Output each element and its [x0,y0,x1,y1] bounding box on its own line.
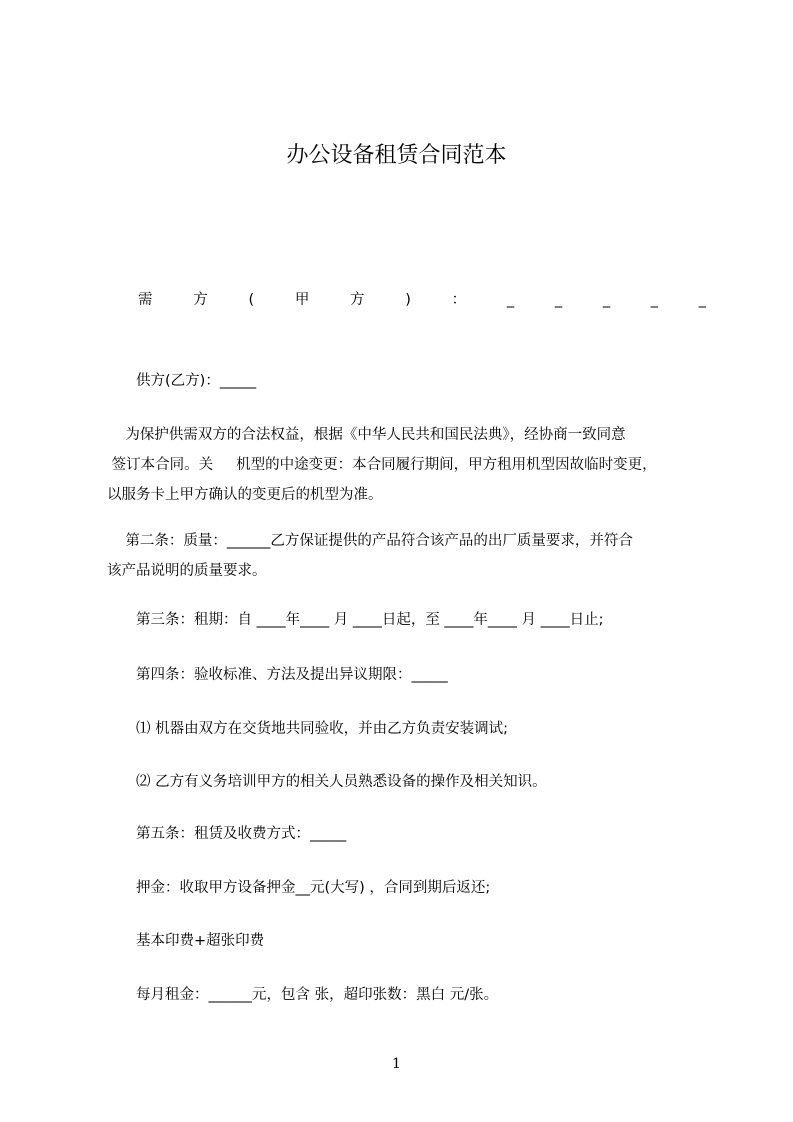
article-4-item-2: ⑵ 乙方有义务培训甲方的相关人员熟悉设备的操作及相关知识。 [136,774,547,790]
party-a-char: 方 [350,292,365,308]
article-2-paragraph [107,526,702,586]
intro-paragraph [107,420,702,510]
party-a-blank: _ [602,292,611,308]
party-a-char: 甲 [294,292,310,308]
article-2-line: 第二条：质量：______乙方保证提供的产品符合该产品的出厂质量要求，并符合 [107,533,633,549]
party-a-char: ) [405,292,411,308]
party-a-char: 需 [138,292,153,308]
basic-fee-line: 基本印费+超张印费 [136,933,265,949]
article-2-line: 该产品说明的质量要求。 [107,563,267,579]
party-a-char: ： [451,292,467,308]
page-number: 1 [392,1056,401,1072]
monthly-rent-line: 每月租金：______元，包含 张，超印张数：黑白 元/张。 [136,987,499,1003]
party-a-blank: _ [554,292,563,308]
intro-line: 签订本合同。关 机型的中途变更：本合同履行期间，甲方租用机型因故临时变更， [107,457,657,473]
party-a-blank: _ [506,292,515,308]
intro-line: 以服务卡上甲方确认的变更后的机型为准。 [107,487,383,503]
intro-line: 为保护供需双方的合法权益，根据《中华人民共和国民法典》，经协商一致同意 [107,427,626,443]
party-a-blank: _ [698,292,706,308]
article-3: 第三条：租期：自 ____年____ 月 ____日起，至 ____年____ 月 ____日止; [136,612,604,628]
deposit-line: 押金：收取甲方设备押金__元(大写) ，合同到期后返还; [136,880,491,896]
party-a-line [138,288,706,312]
party-a-char: ( [248,292,255,308]
article-5: 第五条：租赁及收费方式：_____ [136,826,347,842]
party-b-line: 供方(乙方)：_____ [136,373,257,389]
article-4: 第四条：验收标准、方法及提出异议期限：_____ [136,667,448,683]
document-title: 办公设备租赁合同范本 [286,143,507,168]
article-4-item-1: ⑴ 机器由双方在交货地共同验收，并由乙方负责安装调试; [136,721,508,737]
party-a-blank: _ [650,292,659,308]
party-a-char: 方 [193,292,208,308]
